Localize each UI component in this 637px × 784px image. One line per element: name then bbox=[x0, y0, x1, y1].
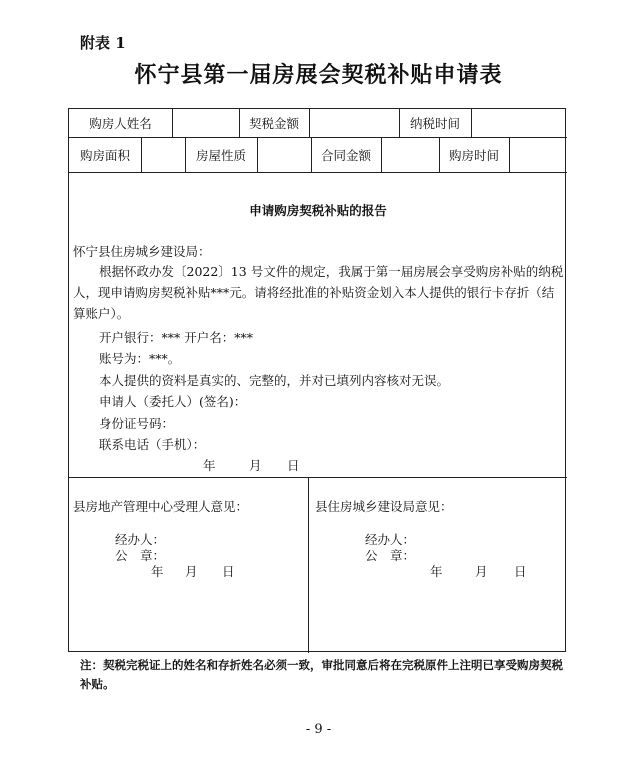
tax-amount-label: 契税金额 bbox=[248, 116, 299, 131]
contract-amount-field[interactable] bbox=[381, 137, 439, 172]
left-date-day: 日 bbox=[222, 564, 235, 579]
buyer-name-field[interactable] bbox=[172, 109, 239, 137]
tax-amount-field[interactable] bbox=[309, 109, 399, 137]
property-type-label: 房屋性质 bbox=[195, 147, 246, 163]
right-date-day: 日 bbox=[514, 564, 527, 579]
purchase-time-label: 购房时间 bbox=[448, 147, 499, 163]
contract-amount-label: 合同金额 bbox=[320, 147, 371, 163]
cell-divider bbox=[308, 477, 309, 653]
left-opinion-title: 县房地产管理中心受理人意见： bbox=[73, 499, 249, 514]
declaration: 本人提供的资料是真实的、完整的，并对已填列内容核对无误。 bbox=[99, 373, 450, 388]
area-label: 购房面积 bbox=[79, 147, 130, 163]
right-date-month: 月 bbox=[475, 564, 488, 579]
right-seal: 公 章： bbox=[365, 548, 416, 563]
report-body: 根据怀政办发〔2022〕13 号文件的规定，我属于第一届房展会享受购房补贴的纳税人，现申请购房契税补贴***元。请将经批准的补贴资金划入本人提供的银行卡存折（结算账户）。 bbox=[73, 264, 564, 321]
page-number: - 9 - bbox=[305, 722, 332, 737]
row-divider bbox=[69, 477, 567, 478]
attachment-label: 附表 1 bbox=[80, 34, 126, 52]
property-type-field[interactable] bbox=[257, 137, 311, 172]
tax-time-field[interactable] bbox=[471, 109, 567, 137]
row-divider bbox=[69, 172, 567, 173]
left-date-month: 月 bbox=[185, 564, 198, 579]
applicant-signature: 申请人（委托人）(签名)： bbox=[99, 394, 247, 409]
right-handler: 经办人： bbox=[365, 532, 416, 547]
form-title: 怀宁县第一届房展会契税补贴申请表 bbox=[134, 62, 503, 88]
left-handler: 经办人： bbox=[115, 532, 166, 547]
bank-info: 开户银行：*** 开户名：*** bbox=[99, 330, 253, 345]
footnote: 注：契税完税证上的姓名和存折姓名必须一致，审批同意后将在完税原件上注明已享受购房契税补贴。 bbox=[80, 658, 563, 691]
application-form-table bbox=[68, 108, 566, 652]
right-opinion-title: 县住房城乡建设局意见： bbox=[315, 499, 453, 514]
left-seal: 公 章： bbox=[115, 548, 166, 563]
id-number: 身份证号码： bbox=[99, 416, 175, 431]
report-date-year: 年 bbox=[203, 458, 216, 473]
purchase-time-field[interactable] bbox=[509, 137, 567, 172]
tax-time-label: 纳税时间 bbox=[409, 116, 460, 131]
area-field[interactable] bbox=[141, 137, 185, 172]
phone-number: 联系电话（手机）： bbox=[99, 437, 206, 452]
buyer-name-label: 购房人姓名 bbox=[89, 116, 152, 131]
report-addressee: 怀宁县住房城乡建设局： bbox=[73, 244, 211, 259]
account-number: 账号为：***。 bbox=[99, 351, 181, 366]
left-date-year: 年 bbox=[151, 564, 164, 579]
report-date-day: 日 bbox=[287, 458, 300, 473]
right-date-year: 年 bbox=[430, 564, 443, 579]
report-title: 申请购房契税补贴的报告 bbox=[249, 203, 387, 218]
report-date-month: 月 bbox=[249, 458, 262, 473]
